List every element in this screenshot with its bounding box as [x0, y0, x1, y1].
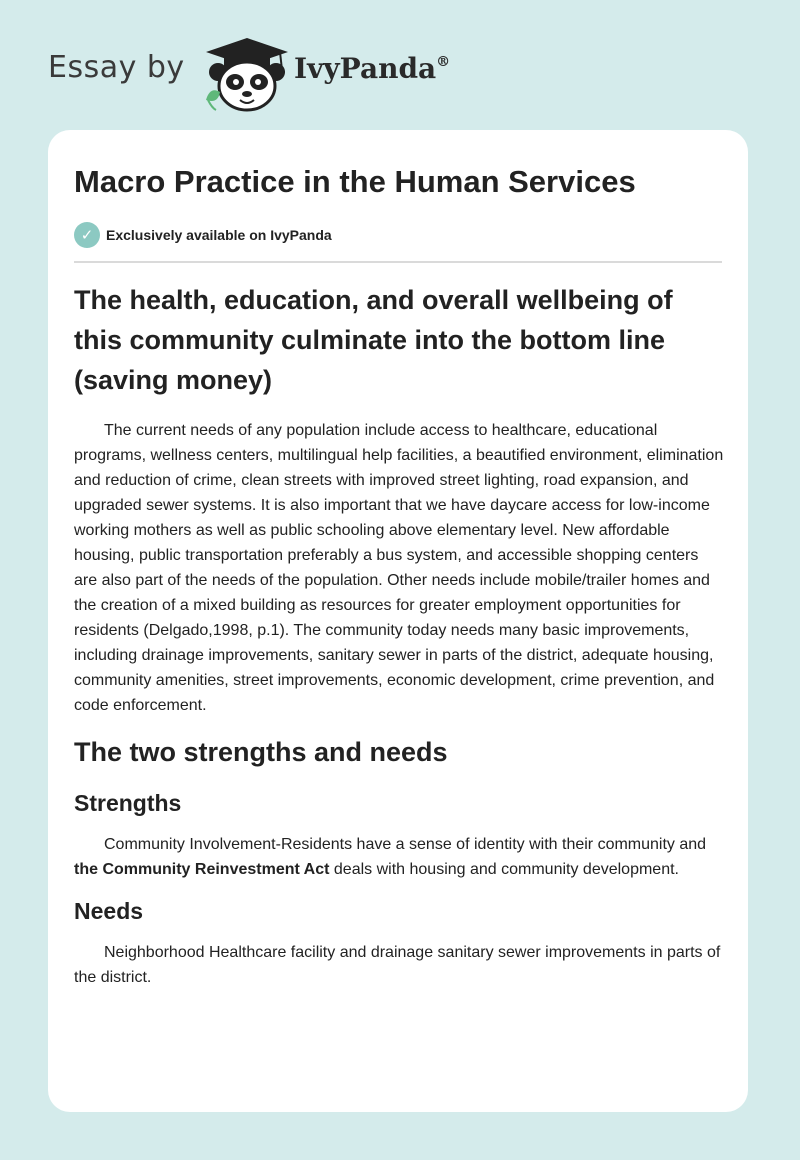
strengths-bold-act: the Community Reinvestment Act	[74, 861, 330, 878]
badge-label: Exclusively available on IvyPanda	[106, 227, 332, 243]
subheading-needs: Needs	[74, 898, 144, 924]
panda-logo-icon[interactable]	[202, 36, 292, 112]
brand-name[interactable]	[294, 52, 450, 85]
brand-name-text: IvyPanda	[294, 52, 437, 85]
divider	[74, 261, 722, 263]
article-body	[74, 280, 724, 1004]
paragraph-needs-overview: The current needs of any population include access to healthcare, educational programs, wellness centers, multilingual help facilities, a beautified environment, elimination and reduction of crime, clean streets with improved street lighting, road expansion, and upgraded sewer systems. It is also important that we have daycare access for low-income working mothers as well as public schooling above elementary level. New affordable housing, public transportation preferably a bus system, and accessible shopping centers are also part of the needs of the population. Other needs include mobile/trailer homes and the creation of a mixed building as resources for greater employment opportunities for residents (Delgado,1998, p.1). The community today needs many basic improvements, including drainage improvements, sanitary sewer in parts of the district, adequate housing, community amenities, street improvements, economic development, crime prevention, and code enforcement.	[74, 422, 724, 714]
paragraph-strengths	[74, 832, 724, 882]
section-heading-strengths-needs: The two strengths and needs	[74, 737, 448, 767]
strengths-text-end: deals with housing and community development.	[329, 861, 679, 878]
strengths-text-start: Community Involvement-Residents have a sense of identity with their community and	[104, 836, 707, 853]
registered-mark: ®	[436, 54, 451, 70]
site-header	[48, 30, 548, 110]
page-title: Macro Practice in the Human Services	[74, 164, 636, 199]
article-card	[48, 130, 748, 1112]
exclusive-badge	[74, 222, 332, 248]
check-circle-icon: ✓	[74, 222, 100, 248]
essay-by-label: Essay by	[48, 50, 185, 85]
subheading-strengths: Strengths	[74, 790, 182, 816]
section-heading-health: The health, education, and overall wellbeing of this community culminate into the bottom line (saving money)	[74, 285, 673, 395]
paragraph-needs: Neighborhood Healthcare facility and drainage sanitary sewer improvements in parts of the district.	[74, 944, 721, 986]
